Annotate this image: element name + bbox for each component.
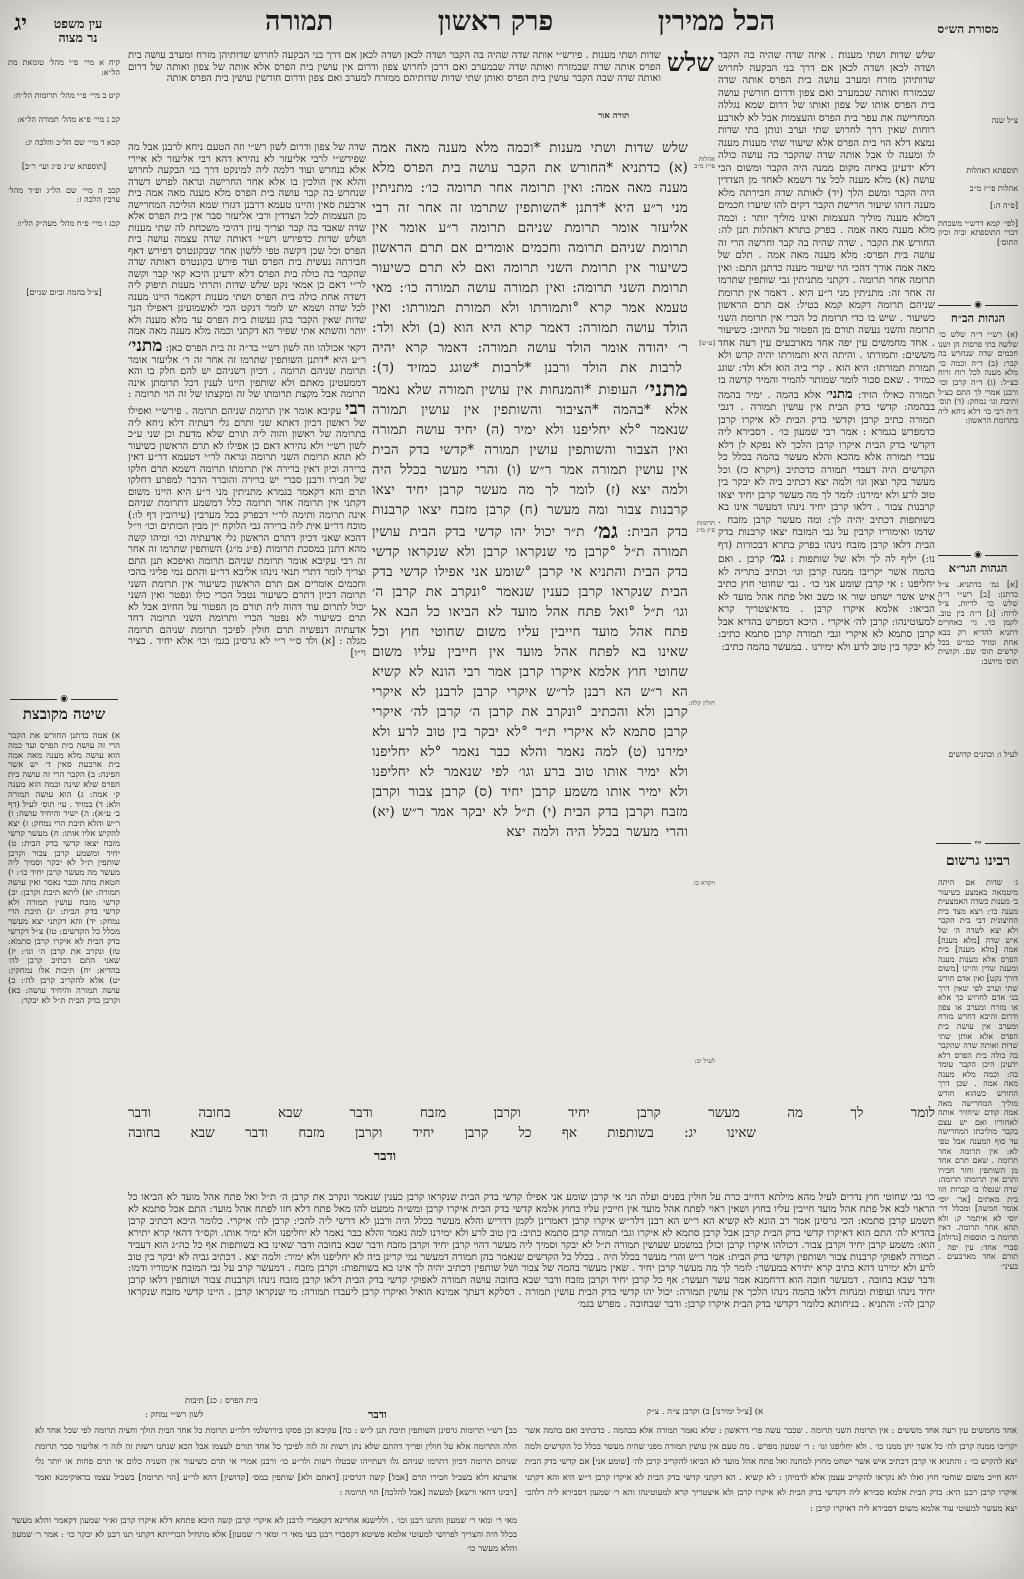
gemara-text: שלש שדות ושתי מענות *וכמה מלא מענה מאה אמה (א) כדתניא *החורש את הקבר עושה בית הפרס מלא מענה מאה אמה: ואין תרומה אחר תרומה כו׳: מתניתין מני ר״ע היא *דתנן *השותפין שתרמו זה אחר זה רבי אליעזר אומר תרומת שניהם תרומה ר״ע אומר אין תרומת שניהם תרומה וחכמים אומרים אם תרם הראשון כשיעור אין תרומת השני תרומה ואם לא תרם כשיעור תרומת השני תרומה: ואין תמורה עושה תמורה כו׳: מאי טעמא אמר קרא °ותמורתו ולא תמורת תמורתו: ואין הולד עושה תמורה: דאמר קרא היא הוא (ב) ולא ולד: ר׳ יהודה אומר הולד עושה תמורה: דאמר קרא יהיה לרבות את הולד ורבנן *לרבות *שוגג כמזיד (ד): [372, 140, 688, 376]
gemara-text: ת״ר יכול יהו קדשי בדק הבית עושין תמורה ת״ל °קרבן מי שנקראו קרבן ולא שנקראו קדשי בדק הבית והתניא אי קרבן °שומע אני אפילו קדשי בדק הבית שנקראו קרבן כענין שנאמר °ונקרב את קרבן ה׳ וגו׳ ת״ל °ואל פתח אהל מועד לא הביאו כל הבא אל פתח אהל מועד חייבין עליו משום שחוטי חוץ וכל שאינו בא לפתח אהל מועד אין חייבין עליו משום שחוטי חוץ אלמא איקרו קרבן אמר רבי הונא לא קשיא הא ר״ש הא רבנן לר״ש איקרי קרבן לרבנן לא איקרי קרבן ולא והכתיב °ונקרב את קרבן ה׳ קרבן לה׳ איקרי קרבן סתמא לא איקרי ת״ר °לא יבקר בין טוב לרע ולא ימירנו (ט) למה נאמר והלא כבר נאמר °לא יחליפנו ולא ימיר אותו טוב ברע וגו׳ לפי שנאמר לא יחליפנו ולא ימיר אותו משמע קרבן יחיד (ס) קרבן צבור וקרבן מזבח וקרבן בדק הבית (י) ת״ל לא יבקר אמר ר״ש (יא) והרי מעשר בכלל היה ולמה יצא [372, 524, 688, 840]
ein-mishpat-header-line2: נר מצוה [58, 30, 98, 45]
masechet-name: תמורה [265, 6, 334, 37]
ornament-divider: ◉ [938, 300, 1018, 310]
rashi-text: שלש שדות ושתי מענות . איזה שדה שהיה בה הקבר ושדה לכאן ושדה לכאן אם דרך בני הבקעה לחרוש שדותיהן מזרח ומערב עושה בית הפרס אותה שדה שבמזרח ואותה שבמערב ואם צפון ודרום חורשין עושה בית הפרס אותו של צפון ואותו של דרום שמא נגללה המחרישה את עפר בית הפרס והעצמות אבל לא לארבע רוחות שאין דרך לחרוש שתי וערב ונותן בתי שדות נמצא דלא הוי בית הפרס אלא שיעור שתי מענות מענה לו ומענה לו אבל אותה שדה שהקבר בה עושה כולה דלא ידעינן באיזה מקום ממנה היה הקבר ומשום הכי עושה (א) מלא מענה לכל צד דשמא לאחד מן הצדדין היה הקבר ומשם הלך (יד) לאותה שדה חבירתה מלא מענה דזהו שיעור חרישת הקבר דקים להו שיערו חכמים דמלא מענה מוליך העצמות ואינו מוליך יותר : וכמה מלא מענה מאה אמה . בפרק בתרא דאהלות תנן לה: החורש את הקבר . שדה שהיה בה קבר וחרשה הרי זה עושה בית הפרס: מלא מענה מאה אמה . תלם של מאה אמה אורך דהכי הוי שיעור מענה כדתנן התם: ואין תרומה אחר תרומה . דקתני מתניתין גבי שותפין שתרמו זה אחר זה: מתניתין מני ר״ע היא . דאמר אין תרומת שניהם תרומה דקמא קמא בטיל: אם תרם הראשון כשיעור . שיש בו כדי תרומת כל הכרי אין תרומת השני תרומה והשני נעשה תורם מן הפטור על החיוב: כשיעור . אחד מחמשים עין יפה אחד מארבעים עין רעה אחד מששים: ותמורתו . והיתה היא ותמורתו יהיה קדש ולא תמורת תמורתו: היא הוא . קרי ביה הוא ולא ולד: שוגג כמזיד . שאם סבור לומר שמותר להמיר והמיר קדשה בו תמורה כאילו הזיד: [718, 50, 935, 401]
masoret-note: [פ״ה ה:] [990, 201, 1018, 211]
gemara-wide-line-1: לומר לך מה מעשר קרבן יחיד וקרבן מזבח ודבר שבא בחובה ודבר [128, 1105, 935, 1121]
hagahot-habach-title: הגהות הב״ח [950, 311, 1006, 325]
masoret-ref: אהלות פי״ז מ״ב [694, 155, 715, 170]
rashi-column [718, 50, 935, 1192]
ein-mishpat-bracket-note: [תוספתא ש״ג פ״ג ועי׳ ר״ב] [21, 161, 107, 171]
gemara-wide-line-2: שאינו יג: בשותפות אף כל קרבן יחיד וקרבן מזבח ודבר שבא בחובה [128, 1125, 756, 1141]
rabbeinu-gershom-column: ג׳ שדות אם היתה מיטמאה באמצע כשיעור ב׳ מענות כשדה האמצעית מענה כו׳: ויצא מצד בית החיצונית דבי בית הקבר ולא יצא לשדה ה׳ של איש שדה [מלא מענה] אמה [מלא מענה] בית הפרס אלא מענות מענה ומענה שדין והיינו [משום דורך נקט] ואין אדם חורש שתי וערב לפי שאין דרך בני אדם לחרוש כך אלא או מזרח ומערב או צפון ודרום והיכא דחרש מזרח ומערב אין עושה בית הפרס אלא אותן שתי שדות ואותה שדה שהקבר בה כולה בית הפרס דלא ידעינן היכן הקבר עומד בה: וכמה מלא מענה מאה אמה . שכן דרך החורש כשהוא חורש מוליך המחרישה מאה אמה קודם שיחזיר אותה לאחוריו ואם יש עצם בקבר מוליכתו המחרישה עד סוף המענה אבל טפי לא: אין תרומה אחר תרומה . שאם תרם אחד מן השותפין וחזר חבירו ותרם אין תרומתו תרומה: שדה שנפלו בו קברות הוו בית מאתים [אר׳ יוסי אומר חמשה] ומכלל דר׳ יוסי לא איתמר ק: ולא תהא אחר תרומה. דאין תרומה ב׳ תוספות [גדולה] סברי אחד: עין יפה . תורם אחד מארבעים . בעיני׳ [938, 878, 1018, 1271]
bottom-fragment: בית הפרס : כג] תיבות [185, 1396, 258, 1406]
rashi-text: אלא בהמה . ימיר בהמה בבהמה: קדשי בדק הבית אין עושין תמורה . דגבי תמורה כתיב קרבן וקדשי בדק הבית לא איקרו קרבן כדמפרש בגמרא : אמר רבי שמעון כו׳ . דסבירא ליה דקדשי בדק הבית איקרו קרבן הלכך לא נפקא לן דלא עבדי תמורה אלא מהכא והלא מעשר בהמה בכלל כל הקדשים היה דעבדי תמורה כדכתיב (ויקרא כז) וכל מעשר בקר וצאן וגו׳ ולמה יצא דכתיב ביה לא יבקר בין טוב לרע ולא ימירנו: לומר לך מה מעשר קרבן יחיד יצאו קרבנות צבור . דלאו קרבן יחיד נינהו דמעשר אינו בא בשותפות דכתיב יהיה לך: ומה מעשר קרבן מזבח . שדמו ואימוריו קרבין על גבי המזבח יצאו קרבנות בדק הבית דלאו קרבן מזבח נינהו בפרק בתרא דבכורות (דף נו:) יליף לה לך ולא של שותפות : [718, 389, 935, 565]
shita-continuation-block: כב] רש״י תרומות גרסינן השותפין תיבת תנן ל״ש : כה] עקיבא וכן פסקו בירושלמי דלר״ע תרומת כל אחד הבית הולך וחציה תרומה לפי שכל אחד לא חלה התרומה אלא על חולין ופריך דהתם שלא נתן רשות זה לזה לפיכך כל אחד תורם לעצמו אבל הכא שנתנו רשות זה לזה ר׳ אליעזר סבר תרומת שניהם תרומה דכיון דתרמו שניהם גלו דעתייהו שבטלו רשות ולר״ע כו׳ ורבנן אמרי אי תרם כשיעור אין השניה כלום אי תרם פחות או יותר גלי אדעתא דלא בשביל חבירו תרם [אבל] קשה דגרסינן [דאתם ולא] שותפין במס׳ [קדושין] דהא לר״ע [הוי תרומה] בשביל עצמו כדאוקימנא ואמר [רבינו דהאי ורשא] למעשה [אבל להלכה] הוי תרומה : [35, 1426, 517, 1498]
tosafot-body: ר״ע היא *דתנן השותפין שתרמו זה אחר זה ר׳ אליעזר אומר תרומת שניהם תרומה . דכיון דשניהם יש להם חלק בו והא דממעטינן מאתם ולא שותפין היינו לענין דכל תרומתן אינה תרומה אבל מקצת תרומתו של זה ומקצתו של זה הוי תרומה : [128, 354, 366, 400]
margin-gloss-note: צ״ל שנה [991, 116, 1018, 125]
rashi-dibur-gem: גמ׳ [769, 551, 785, 566]
ein-mishpat-entry: קכג ו מיי׳ פ״ח מהל׳ מעה״ק הל״ו: [16, 218, 120, 228]
tosafot-end-note: [א) ולד ס״י ר״י לא גרסינן בגמ׳ וכו׳ אלא יחיד . בציר וי״ו] [128, 636, 366, 659]
tosafot-top-text: שדות ושתי מענות . פירש״י אותה שדה שהיה בה הקבר ושדה לכאן ושדה לכאן אם דרך בני הבקעה לחרוש שדותיהן מזרח ומערב עושה בית הפרס אותה שדה שבמזרח ואותה שדה שבמערב ואם דרכן לחרוש צפון ודרום אין עושין בית הפרס אלא אותה של צפון ואותה של דרום ואותה שדה שבה הקבר עושין בית הפרס ואותן שתי שדות שדותיהם ממזרח למערב ואם צפון ודרום חורשין עושין בית הפרס אותה [128, 50, 661, 84]
tosafot-dibur-matni: מתני׳ [128, 335, 163, 356]
masoret-ref: [ע״ש] [699, 339, 715, 347]
masoret-ref: לעיל יב: [694, 1057, 715, 1065]
tosafot-body: שדה של צפון ודרום לשון רש״י וזה הטעם ניחא לרבנן אבל מה שפירש״י לרבי אליעזר לא נהירא דהא רבי אליעזר לא איירי אלא בנחרש ועוד דלמה ליה למינקט דרך בני הבקעה לחרוש והלא אין הולכין בו אלא אחר החרישה ונראה לפרש דשדה שנחרש בה קבר עושה בית הפרס מלא מענה מאה אמה בית ארבעת סאין והיינו טעמא דרבנן דגזרו שמא הוליכה המחרישה מן העצמות לכל הצדדין ורבי אליעזר סבר אין בית הפרס אלא שדה שאבד בה קבר וצריך עיון דהיכי משכחת לה שתי מענות ושלש שדות כדפירש רש״י דאותה שדה עצמה עושה בית הפרס וכל שכן דקשה טפי ללשון אחר שבקונטרס דפירש דאף חבירתה נעשית בית הפרס ועוד פירש בקונטרס דאותה שדה שהקבר בה כולה בית הפרס דלא ידעינן היכא קאי קבר וקשה לר״י דאם כן אמאי נקט שלש שדות ותרתי מענות תיפוק ליה דשדה אחת כולה בית הפרס ושתי מענות דקאמר היינו מענה לכל שדה ושמא יש לומר דנקט הכי לאשמועינן דאפילו הנך שדות שאין הקבר בהן נעשות בית הפרס עד מלא מענה ולא יותר והשתא אתי שפיר הא דקתני וכמה מלא מענה מאה אמה דקאי אכולהו וזה לשון רש״י בד״ה זה בית הפרס כאן: [128, 142, 366, 354]
ornament-divider: ◉ [938, 550, 1018, 560]
gemara-marker: גמ׳ [593, 518, 619, 543]
hagahot-hagra-text: [א] גמ׳ כדתניא. צ״ל כדתנן: [ב] רש״י ד״ה שלש כו׳ לריות. צ״ל לרוח: [ג] ד״ה בין טוב. לקמן כו׳. גי׳ כאחרים דתניא להדיא רק בבא אחת ומזיד כמ״ש בכל קדשים תוס׳ שם. וקושית תוס׳ מיושב: [938, 580, 1018, 666]
ornament-divider: ◉ [10, 694, 118, 704]
gemara-column [372, 138, 688, 1104]
hagahot-habach-text: (א) רש״י ד״ה שלש כו׳ שלשה בתי פרסות הן ושנו חכמים שדה שנחרש בה קבר: (ב) ד״ה וכמה כו׳ מלא מענה לכל רוח ורוח כצ״ל: (ג) ד״ה קרבן וכו׳ ורבנן אמרי לך התם כצ״ל ותיבת וגו׳ נמחק: (ד) תוס׳ ד״ה רבי כו׳ דלא ניחא ליה בתרומת הראשון: [938, 330, 1018, 426]
gemara-catchword: ודבר [373, 1149, 397, 1164]
shita-mekubetzet-title: שיטה מקובצת [22, 705, 106, 723]
mishnah-text: העופות *והמנחות אין עושין תמורה שלא נאמר אלא *בהמה *הציבור והשותפין אין עושין תמורה שנאמר °לא יחליפנו ולא ימיר (ה) יחיד עושה תמורה ואין הצבור והשותפין עושין תמורה *קדשי בדק הבית אין עושין תמורה אמר ר״ש (ו) והרי מעשר בכלל היה ולמה יצא (ז) לומר לך מה מעשר קרבן יחיד יצאו קרבנות צבור ומה מעשר (ח) קרבן מזבח יצאו קרבנות בדק הבית: [372, 382, 688, 540]
tosafot-top-block [128, 50, 714, 134]
rabbeinu-gershom-title: רבינו גרשום [945, 853, 1011, 869]
masoret-hashas-header: מסורת הש״ס [937, 22, 999, 36]
page-title [265, 6, 775, 37]
masoret-ref: תרומות פ״ג מ״ג [696, 519, 715, 534]
masoret-hashas-column [938, 166, 1018, 294]
masoret-ref: חולין קלה: [688, 699, 715, 707]
masoret-note: אהלות פי״ז מ״ב [969, 183, 1018, 193]
shita-mekubetzet-column: א) אמה כדתנן החורש את הקבר הרי זה עושה בית הפרס ועד כמה הוא עושה מלא מענה מאה אמה בית ארבעת סאין ד׳ יש אשר הפינה: ב) הקבר הרי זה עושה בית הפרס שלא שינה וכמה הוא מענה ק׳ אמה: ג) הוא עושה תמורה ולא: ד) במזיד . עי׳ תוס׳ לעיל (דף ב׳ ע״א): ה) ישיר והיחיד עושה: ו) ר״ש והלא תיבת הרי נמחק: ז) יצא להקיש אליו אותו: ח) מעשר קדשי מזבח יצאו קדשי בדק הבית: ט) יחיד ומשמע קרבן צבור וקרבן שותפין ת״ל לא יבקר וסמיך ליה מעשר מה מעשר קרבן יחיד כו׳: י) חטאת מתה וכבר נאסר ואין עושה תמורה: יא) ליתא תיבת וקרבן: יב) קדשי מזבח עושין תמורה ולא קדשי בדק הבית: יג) תיבת הרי נמחק: יד) והא דקתני יצא מעשר מכלל כל הקדשים: טו) צ״ל דקדשי בדק הבית לא איקרו קרבן סתמא: טז) ונקרב את קרבן ה׳ וגו׳: יז) שאני התם דכתיב קרבן לה׳ בהדיא: יח) תיבות אלו נמחקין: יט) אלא להקריב קרבן לה׳: כ) עושה תמורה והיחיד עושה: כא) וקרבן בדק הבית ת״ל לא יבקר: [8, 732, 120, 1006]
ein-mishpat-bracket-note: [צ״ל בהמה וביום שניים] [26, 288, 102, 298]
ein-mishpat-entry: קכא ד מיי׳ שם הל״ב והלכה יג: [24, 138, 120, 148]
masoret-note: [לפי׳ קמא דרש״י משכחת דברי התוספתא וביה וכיון התוס׳] [938, 218, 1018, 247]
torah-or-label: תורה אור [598, 111, 630, 121]
hagahot-hagra-title: הגהות הגר״א [948, 561, 1008, 575]
rashi-dibur-matni: מתני׳ [826, 386, 853, 402]
ein-mishpat-column [8, 58, 120, 658]
ein-mishpat-entry: קיח א מיי׳ פ״י מהל׳ טומאת מת הל״א: [8, 58, 120, 77]
daf-number: יג [14, 10, 28, 36]
chapter-name: הכל ממירין [657, 6, 775, 37]
ein-mishpat-header [34, 17, 122, 45]
footnote-line: א) [צ״ל ימירנו] ב) וקרבן צ״ה . צ״ק [646, 1407, 764, 1417]
tosafot-body: עקיבא אומר אין תרומת שניהם תרומה . פירש״י ואפילו של ראשון דכיון דאתא שני ותרם גלי דעתיה דלא ניחא ליה בתרומה של ראשון והוה ליה תורם שלא מדעת וכן שני ע״כ לשון רש״י ולא נהירא דאם כן אפילו לא תרם הראשון כשיעור לא תהא תרומת השני תרומה ונראה לר״י דטעמא דר״ע דאין ברירה וכיון דאין ברירה אין תרומתו תרומה דשמא תרם חלקו של חבירו ורבנן סברי יש ברירה והוברר הדבר למפרע דחלקו תרם והא דקאמר בגמרא מתניתין מני ר״ע היא היינו משום דקתני אין תרומה אחר תרומה כלל דמשמע דתרומת שניהם אינה תרומה ותימה לר״י דבפרק בכל מערבין (עירובין דף לו:) מוכח דר״ע אית ליה ברירה גבי הלוקח יין מבין הכותים וכו׳ וי״ל דהכא שאני דכיון דתרם הראשון גלי אדעתיה וכו׳ ומיהו קשה מהא דתנן במסכת תרומות (פ״ג מ״ג) השותפין שתרמו זה אחר זה רבי עקיבא אומר תרומת שניהם תרומה ואיפכא תנן התם וצריך לומר דתרי תנאי נינהו אליבא דר״ע והתם נמי פליגי בהכי וחכמים אומרים אם תרם הראשון כשיעור אין תרומת השני תרומה דכיון דתרם כשיעור נטבל הכרי כולו ונפטר ואין השני יכול לתרום עוד דהוה ליה תורם מן הפטור על החיוב אבל לא תרם כשיעור לא נפטר הכרי ותרומת השני תרומה דחד אדעתיה דנפשיה תרם חולין לפיכך תרומת שניהם תרומה מגלה : [128, 405, 366, 647]
ornament-divider: ∾ [936, 838, 1020, 848]
bottom-fragment: לשון רש״י נמחק : [145, 1410, 204, 1420]
tosafot-opening-word: שלש [666, 50, 714, 77]
rabbeinu-gershom-continuation-right: אחד מחמשים עין רעה אחד מששים : אין תרומת השני תרומה . שכבר עשה פרי דראשון : שלא נאמר תמורה אלא בבהמה . כדכתיב ואם בהמה אשר יקריבו ממנה קרבן לה׳ כל אשר יתן ממנו כו׳ . ולא יחליפנו וגו׳ : ר׳ שמעון מפרש . מה טעם אין עושין תמורה מפני שהיה מעשר בכלל כל הקדשים ולמה יצא להקיש כו׳ : והתניא אי קרבן דכתיב איש אשר ישחט מחוץ למחנה ואל פתח אהל מועד לא הביאו להקריב קרבן לה׳ [שומע אני] אם קדשי בדק הבית יהא חייב משום שוחטי חוץ ואלו לא נקראו להקריב עצמן אלא לדמיהן : לא קשיא . הא דקתני קדשי בדק הבית לא איקרו קרבן ר״ש היא והא דקתני איקרו קרבן רבנן היא: בדק הבית אלמא סבירא ליה דקדשי בדק הבית לא איקרו קרבן ולא איצטריך קרא למעוטינהו והא ר׳ שמעון דסבירא ליה דלהכי יצא מעשר למעוטי עוד אלמא משום דסבירא ליה דאיקרו קרבן : [525, 1426, 1017, 1514]
block-catchword: ודבר [368, 1408, 387, 1421]
ein-mishpat-entry: קיט ב מיי׳ פ״י מהל׳ תרומות הל״ח: [13, 91, 120, 101]
masoret-note: תוספתא דאהלות [966, 166, 1018, 175]
rashi-continuation-block: כו׳ גבי שחוטי חוץ נדרים לעיל מהא מילתא דחייב כרת על חולין בפנים ועלה תני אי קרבן שומע אני אפילו קדשי בדק הבית שנקראו קרבן כענין שנאמר ונקרב את קרבן ה׳ ת״ל ואל פתח אהל מועד לא הביאו כל הראוי לבא אל פתח אהל מועד חייבין עליו בחוץ ושאין ראוי לפתח אהל מועד אין חייבין עליו בחוץ אלמא קדשי בדק הבית איקרו קרבן ומש״ה ממעט להו מאל פתח דלא חזו לפתח אהל מועד: התם אכל סתמא לא תשמע קרבן סתמא: הכי גרסינן אמר רב הונא לא קשיא הא ר״ש הא רבנן דלר״ש איקרו קרבן דאמרינן לקמן דדריש והלא מעשר בכלל היה ורבנן לא דרשי ליה להכי: קרבן לה׳ איקרי. כלומר היכא דכתיב קרבן בהדיא לה׳ התם הוא דאיקרו קדשי בדק הבית קרבן אבל קרבן סתמא לא איקרו וגבי תמורה קרבן סתמא כתיב: בין טוב לרע ולא ימירנו למה נאמר והלא כבר נאמר לא יחליפנו ולא ימיר אותו. וקס״ד דהאי קרא יתירא הוא: משמע קרבן יחיד וקרבן צבור. דכולהו איקרו קרבן וכולן במשמע שעושין תמורה ת״ל לא יבקר וסמיך ליה מעשר דהוי קרבן יחיד וקרבן מזבח ודבר שבא בחובה ודבר שאינו בא בשותפות אף כל כה״ג הוא דעביד תמורה לאפוקי קרבנות צבור ושותפין וקדשי בדק הבית: אמר ר״ש והרי מעשר בכלל היה . בכלל כל הקדשים שנאמר בהן תמורה דמעשר נמי קרינן ביה לא יחליפנו ולא ימיר: ולמה יצא . דכתיב גביה לא יבקר בין טוב לרע ולא ימירנו דהא כתיב קרא יתירא במעשר: לומר לך מה מעשר קרבן יחיד . שאין מעשר בהמה של צבור ושל שותפין דכתיב יהיה לך אינו בא בשותפות: וקרבן מזבח . דמעשר קרב על גבי המזבח אימוריו ודמו: ודבר שבא בחובה . דמעשר חובה הוא דרחמנא אמר עשר תעשר: אף כל קרבן יחיד וקרבן מזבח ודבר שבא בחובה עושה תמורה לאפוקי קדשי בדק הבית דלאו קרבן מזבח נינהו וקרבנות צבור ושותפין דלאו קרבן יחיד נינהו ועופות ומנחות דלאו בהמה נינהו הלכך אין עושין תמורה: יכול יהו קדשי בדק הבית עושין תמורה . דסלקא דעתך אמינא הואיל ואיקרו קרבן ליעבדו תמורה: מי שנקראו קרבן . היינו קדשי מזבח שנקראו קרבן לה׳: והתניא . בניחותא כלומר דקדשי בדק הבית איקרו קרבן: ודבר שבחובה . מפרש בגמ׳ [128, 1192, 935, 1311]
ein-mishpat-entry: קכ ג מיי׳ פ״א מהל׳ תמורה הל״א: [17, 114, 120, 124]
mishnah-marker: מתני׳ [644, 376, 688, 401]
perek-label: פרק ראשון [437, 6, 554, 37]
rashi-text: קרבן . ואם בהמה אשר יקריבו ממנה קרבן וגו׳ וכתיב בתריה לא יחליפנו : אי קרבן שומע אני כו׳ . גבי שחוטי חוץ כתיב איש אשר ישחט שור או כשב ואל פתח אהל מועד לא הביאו: אלמא איקרו קרבן . מדאיצטריך קרא למעוטינהו: קרבן לה׳ איקרי . היכא דמפרש בהדיא אבל קרבן סתמא לא איקרי וגבי תמורה קרבן סתמא כתיב: לא יבקר בין טוב לרע ולא ימירנו . במעשר בהמה כתיב: [718, 554, 935, 653]
margin-reference-note: לעיל ו: וכהנים קדושים [948, 750, 1018, 759]
tosafot-dibur-rebbi: רבי [344, 398, 366, 419]
tosafot-column [128, 142, 366, 1104]
rabbeinu-gershom-continuation-bottom: מאי ר׳ ומאי ר׳ שמעון והתנו רבנן וכו׳ . וללישנא אחרינא דקאמרי לרבנן לא איקרי קרבן קשה היכא פתחא דלא איקרו קרבן וא״ר שמעון דקאמר והלא מעשר בכלל היה והצריך לפרושי למעוטי אלמא פשיטא דקסברי רבנן בעי מאי ר׳ ומאי ר׳ שמעון] אלא מתחיל הברייתא דקתני תנו רבנן לא יבקר כו׳ : אמר ר׳ שמעון והלא מעשר כו׳ [12, 1516, 517, 1554]
ein-mishpat-header-line1: עין משפט [53, 16, 103, 31]
ein-mishpat-entry: קכב ה מיי׳ שם הל״ג ופ״ד מהל׳ ערכין הלכה ז: [8, 185, 120, 205]
masoret-ref: ויקרא כז [694, 879, 715, 887]
